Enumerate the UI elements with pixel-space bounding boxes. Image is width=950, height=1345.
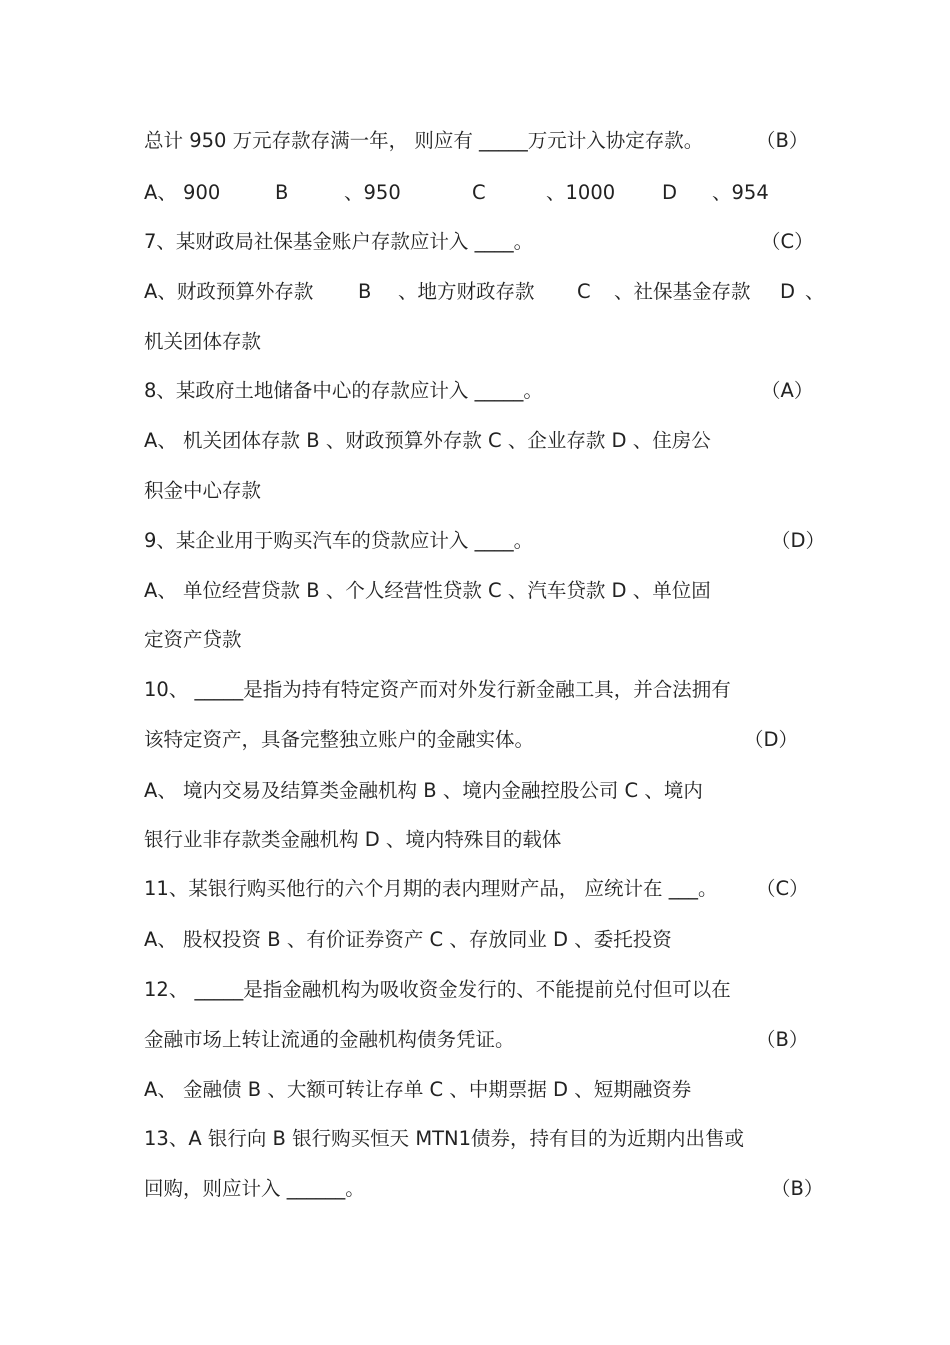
- question-text: 金融市场上转让流通的金融机构债务凭证。: [144, 1028, 515, 1051]
- answer-key: （A）: [761, 379, 814, 402]
- answer-key: （D）: [744, 728, 799, 751]
- option-d-text: 、: [805, 280, 825, 303]
- option-d-letter: D: [662, 181, 678, 204]
- answer-key: （B）: [771, 1177, 824, 1200]
- line-text: A、 机关团体存款 B 、财政预算外存款 C 、企业存款 D 、住房公: [144, 429, 711, 452]
- answer-key: （C）: [761, 230, 814, 253]
- line-text: 12、 _____是指金融机构为吸收资金发行的、不能提前兑付但可以在: [144, 978, 731, 1001]
- line-text: 银行业非存款类金融机构 D 、境内特殊目的载体: [144, 828, 562, 851]
- option-b-letter: B: [275, 181, 289, 204]
- line-text: 机关团体存款: [144, 330, 262, 353]
- line-text: 定资产贷款: [144, 628, 242, 651]
- answer-key: （B）: [756, 1028, 809, 1051]
- option-c-letter: C: [577, 280, 591, 303]
- answer-key: （D）: [771, 529, 826, 552]
- line-text: A、 单位经营贷款 B 、个人经营性贷款 C 、汽车贷款 D 、单位固: [144, 579, 711, 602]
- answer-key: （B）: [756, 129, 809, 152]
- option-c-text: 、社保基金存款: [614, 280, 751, 303]
- option-d-letter: D: [780, 280, 796, 303]
- line-text: A、 股权投资 B 、有价证券资产 C 、存放同业 D 、委托投资: [144, 928, 672, 951]
- option-b-text: 、地方财政存款: [398, 280, 535, 303]
- option-b-letter: B: [358, 280, 372, 303]
- option-a: A、 900: [144, 181, 221, 204]
- question-text: 回购，则应计入 ______。: [144, 1177, 365, 1200]
- option-d-text: 、954: [712, 181, 769, 204]
- option-b-text: 、950: [344, 181, 401, 204]
- question-text: 该特定资产，具备完整独立账户的金融实体。: [144, 728, 535, 751]
- line-text: 13、A 银行向 B 银行购买恒天 MTN1债券，持有目的为近期内出售或: [144, 1127, 745, 1150]
- option-a: A、财政预算外存款: [144, 280, 314, 303]
- question-text: 9、某企业用于购买汽车的贷款应计入 ____。: [144, 529, 534, 552]
- answer-key: （C）: [756, 877, 809, 900]
- line-text: A、 境内交易及结算类金融机构 B 、境内金融控股公司 C 、境内: [144, 779, 703, 802]
- option-c-text: 、1000: [546, 181, 616, 204]
- line-text: 10、 _____是指为持有特定资产而对外发行新金融工具，并合法拥有: [144, 678, 731, 701]
- line-text: 积金中心存款: [144, 479, 262, 502]
- question-text: 11、某银行购买他行的六个月期的表内理财产品， 应统计在 ___。: [144, 877, 718, 900]
- line-text: A、 金融债 B 、大额可转让存单 C 、中期票据 D 、短期融资券: [144, 1078, 692, 1101]
- question-text: 7、某财政局社保基金账户存款应计入 ____。: [144, 230, 534, 253]
- option-c-letter: C: [472, 181, 486, 204]
- question-text: 8、某政府土地储备中心的存款应计入 _____。: [144, 379, 543, 402]
- question-text: 总计 950 万元存款存满一年， 则应有 _____万元计入协定存款。: [144, 129, 704, 152]
